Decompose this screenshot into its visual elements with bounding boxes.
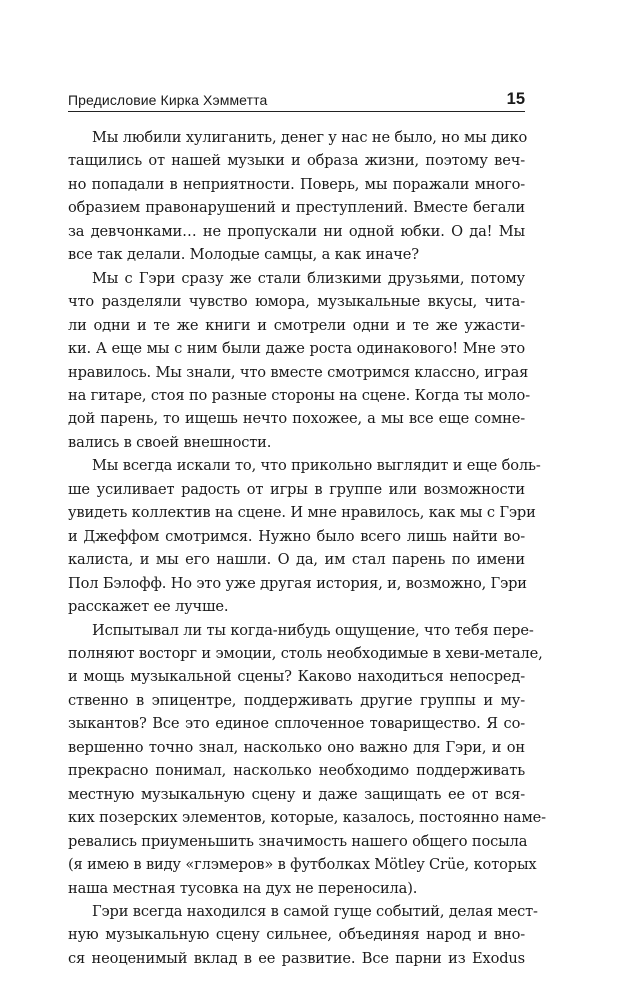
- text-line: ше усиливает радость от игры в группе или возможности: [68, 480, 525, 498]
- text-line: ких позерских элементов, которые, казалось, постоянно наме-: [68, 809, 546, 827]
- paragraph: [68, 454, 541, 618]
- text-line: что разделяли чувство юмора, музыкальные вкусы, чита-: [68, 293, 525, 311]
- text-line: образием правонарушений и преступлений. Вместе бегали: [68, 199, 525, 217]
- body-text: [68, 126, 546, 970]
- paragraph: [68, 267, 530, 455]
- text-line: Мы всегда искали то, что прикольно выглядит и еще боль-: [92, 457, 541, 475]
- text-line: расскажет ее лучше.: [68, 598, 229, 616]
- text-line: вершенно точно знал, насколько оно важно для Гэри, и он: [68, 738, 525, 756]
- text-line: вались в своей внешности.: [68, 433, 272, 451]
- text-line: (я имею в виду «глэмеров» в футболках Mötley Crüe, которых: [68, 856, 537, 874]
- text-line: Пол Бэлофф. Но это уже другая история, и, возможно, Гэри: [68, 574, 527, 592]
- text-line: Мы с Гэри сразу же стали близкими друзьями, потому: [92, 269, 525, 287]
- text-line: увидеть коллектив на сцене. И мне нравилось, как мы с Гэри: [68, 504, 536, 522]
- text-line: прекрасно понимал, насколько необходимо поддерживать: [68, 762, 525, 780]
- chapter-title: Предисловие Кирка Хэмметта: [68, 92, 268, 108]
- paragraph: [68, 900, 538, 970]
- text-line: ли одни и те же книги и смотрели одни и те же ужасти-: [68, 316, 525, 334]
- running-header: [68, 90, 525, 112]
- text-line: ную музыкальную сцену сильнее, объединяя народ и вно-: [68, 926, 525, 944]
- text-line: наша местная тусовка на дух не переносила).: [68, 879, 418, 897]
- paragraph: [68, 619, 546, 900]
- text-line: полняют восторг и эмоции, столь необходимые в хеви-метале,: [68, 644, 543, 662]
- text-line: и Джеффом смотримся. Нужно было всего лишь найти во-: [68, 527, 525, 545]
- text-line: ся неоценимый вклад в ее развитие. Все парни из Exodus: [68, 949, 525, 967]
- text-line: нравилось. Мы знали, что вместе смотримся классно, играя: [68, 363, 529, 381]
- text-line: но попадали в неприятности. Поверь, мы поражали много-: [68, 175, 525, 193]
- text-line: на гитаре, стоя по разные стороны на сцене. Когда ты моло-: [68, 386, 530, 404]
- text-line: зыкантов? Все это единое сплоченное товарищество. Я со-: [68, 715, 525, 733]
- text-line: ревались приуменьшить значимость нашего общего посыла: [68, 832, 528, 850]
- text-line: и мощь музыкальной сцены? Каково находиться непосред-: [68, 668, 525, 686]
- text-line: ки. А еще мы с ним были даже роста одинакового! Мне это: [68, 340, 525, 358]
- paragraph: [68, 126, 528, 267]
- text-line: местную музыкальную сцену и даже защищать ее от вся-: [68, 785, 525, 803]
- text-line: ственно в эпицентре, поддерживать другие группы и му-: [68, 691, 525, 709]
- text-line: дой парень, то ищешь нечто похожее, а мы все еще сомне-: [68, 410, 525, 428]
- text-line: Испытывал ли ты когда-нибудь ощущение, что тебя пере-: [92, 621, 534, 639]
- text-line: Мы любили хулиганить, денег у нас не было, но мы дико: [92, 129, 528, 146]
- text-line: за девчонками… не пропускали ни одной юбки. О да! Мы: [68, 222, 525, 240]
- text-line: Гэри всегда находился в самой гуще событий, делая мест-: [92, 902, 538, 920]
- text-line: тащились от нашей музыки и образа жизни, поэтому веч-: [68, 152, 525, 170]
- page-number: 15: [506, 90, 525, 108]
- text-line: калиста, и мы его нашли. О да, им стал парень по имени: [68, 551, 525, 569]
- text-line: все так делали. Молодые самцы, а как иначе?: [68, 246, 419, 264]
- header-rule: [68, 111, 525, 112]
